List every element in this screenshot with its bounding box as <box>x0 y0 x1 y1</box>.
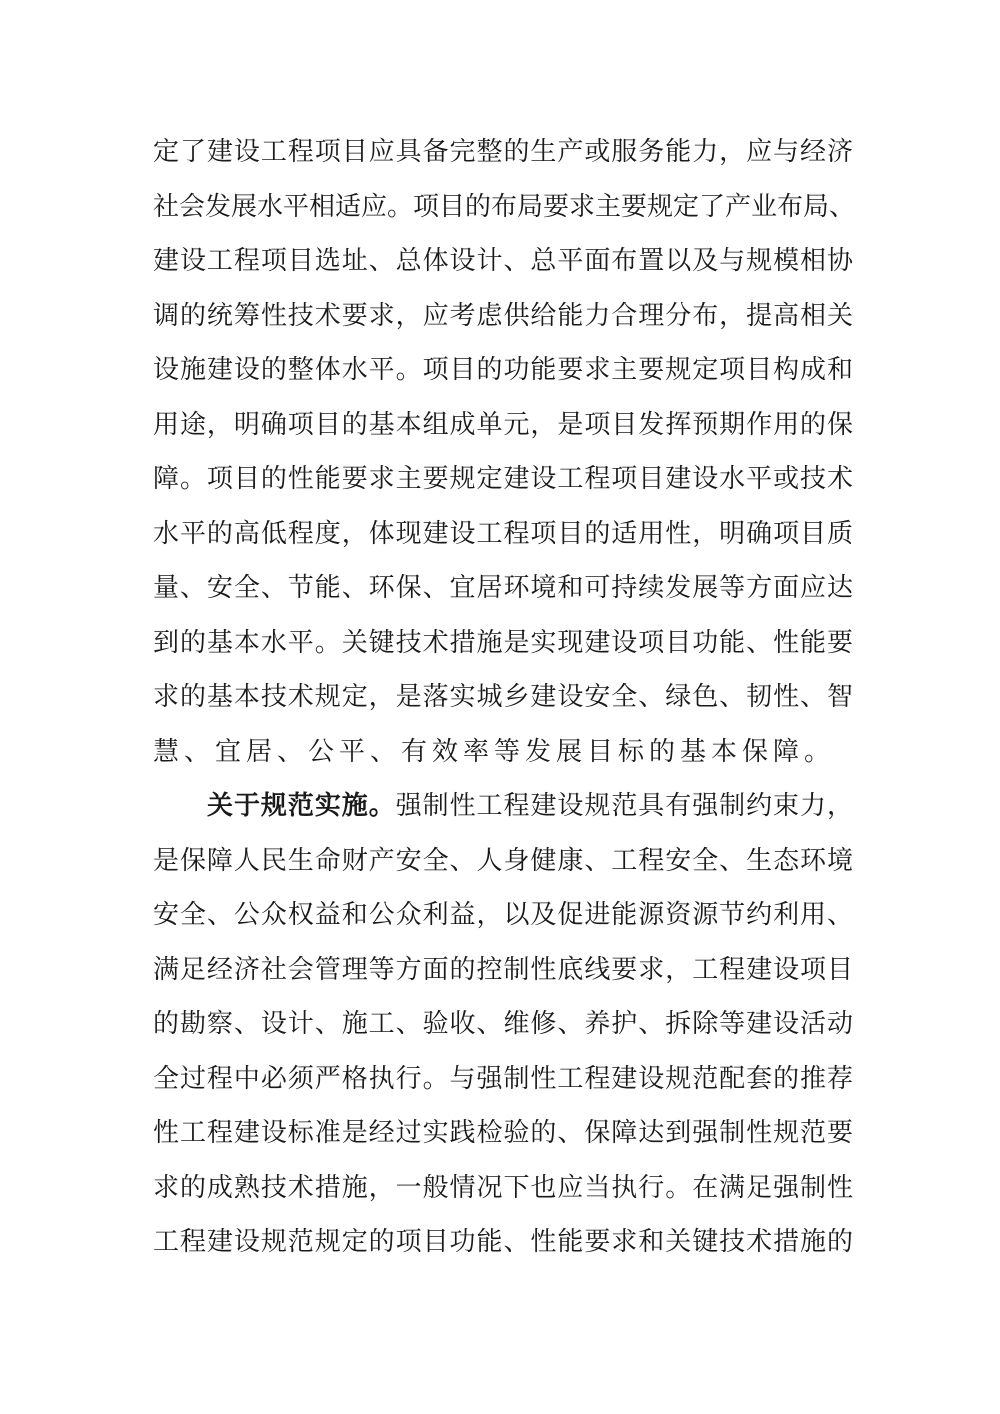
text-line: 用途，明确项目的基本组成单元，是项目发挥预期作用的保 <box>153 409 853 440</box>
text-line: 水平的高低程度，体现建设工程项目的适用性，明确项目质 <box>153 518 853 549</box>
text-line: 调的统筹性技术要求，应考虑供给能力合理分布，提高相关 <box>153 300 853 331</box>
text-line: 障。项目的性能要求主要规定建设工程项目建设水平或技术 <box>153 464 853 494</box>
text-span: 强制性工程建设规范具有强制约束力， <box>395 791 853 821</box>
text-line: 到的基本水平。关键技术措施是实现建设项目功能、性能要 <box>153 627 853 658</box>
text-line: 的勘察、设计、施工、验收、维修、养护、拆除等建设活动 <box>153 1009 853 1039</box>
section-lead-heading: 关于规范实施。 <box>207 791 396 821</box>
text-line: 满足经济社会管理等方面的控制性底线要求，工程建设项目 <box>153 954 853 985</box>
body-text <box>153 125 856 1270</box>
text-line: 是保障人民生命财产安全、人身健康、工程安全、生态环境 <box>153 845 853 876</box>
text-line: 量、安全、节能、环保、宜居环境和可持续发展等方面应达 <box>153 573 853 603</box>
paragraph-first-line <box>153 779 853 834</box>
text-line: 全过程中必须严格执行。与强制性工程建设规范配套的推荐 <box>153 1063 853 1094</box>
text-line: 设施建设的整体水平。项目的功能要求主要规定项目构成和 <box>153 355 853 385</box>
text-line: 定了建设工程项目应具备完整的生产或服务能力，应与经济 <box>153 137 853 167</box>
text-line: 求的基本技术规定，是落实城乡建设安全、绿色、韧性、智 <box>153 682 853 712</box>
text-line: 建设工程项目选址、总体设计、总平面布置以及与规模相协 <box>153 246 853 276</box>
text-line: 求的成熟技术措施，一般情况下也应当执行。在满足强制性 <box>153 1172 853 1203</box>
text-line: 工程建设规范规定的项目功能、性能要求和关键技术措施的 <box>153 1227 853 1257</box>
text-line: 社会发展水平相适应。项目的布局要求主要规定了产业布局、 <box>153 191 856 222</box>
text-line: 性工程建设标准是经过实践检验的、保障达到强制性规范要 <box>153 1118 853 1148</box>
text-line: 安全、公众权益和公众利益，以及促进能源资源节约利用、 <box>153 900 853 930</box>
text-line: 慧、宜居、公平、有效率等发展目标的基本保障。 <box>153 736 836 767</box>
